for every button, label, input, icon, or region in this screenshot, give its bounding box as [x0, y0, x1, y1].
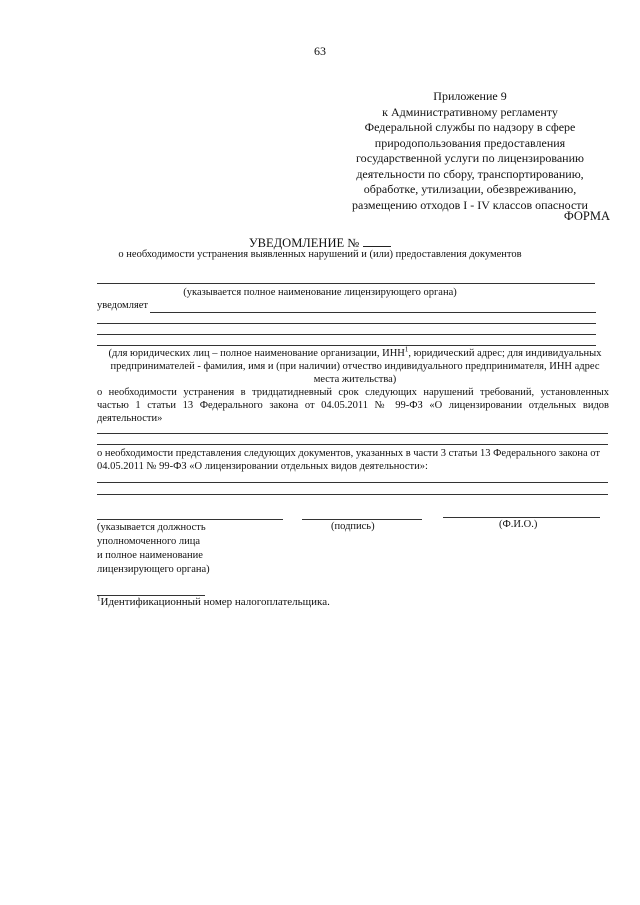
- violations-text: [97, 386, 609, 425]
- position-caption-line: уполномоченного лица: [97, 536, 201, 547]
- violations-line: частью 1 статьи 13 Федерального закона от 04.05.2011 № 99-ФЗ «О лицензировании отдельных видов: [97, 400, 609, 411]
- notifies-label: уведомляет: [97, 300, 149, 311]
- sign-caption: (подпись): [331, 521, 375, 532]
- violations-line-blank: [97, 444, 608, 445]
- appendix-line: размещению отходов I - IV классов опасности: [352, 197, 588, 212]
- name-caption: (Ф.И.О.): [499, 519, 538, 530]
- applicant-caption-line: места жительства): [313, 374, 397, 385]
- appendix-line: природопользования предоставления: [374, 135, 566, 150]
- appendix-line: к Административному регламенту: [382, 104, 558, 119]
- document-subtitle: о необходимости устранения выявленных нарушений и (или) предоставления документов: [118, 249, 522, 260]
- footnote-text: Идентификационный номер налогоплательщика.: [100, 596, 330, 608]
- footnote-mark: 1: [97, 594, 101, 603]
- applicant-caption: [97, 347, 613, 386]
- name-line: [443, 517, 600, 518]
- notice-number-blank: [363, 234, 391, 247]
- documents-line-blank: [97, 494, 608, 495]
- position-caption-line: и полное наименование: [97, 550, 203, 561]
- applicant-caption-part: (для юридических лиц – полное наименование организации, ИНН: [108, 348, 405, 359]
- documents-text: [97, 447, 613, 473]
- applicant-line: [150, 312, 596, 313]
- licensing-body-caption: (указывается полное наименование лицензирующего органа): [183, 287, 457, 298]
- position-caption-line: лицензирующего органа): [97, 564, 210, 575]
- violations-line-blank: [97, 433, 608, 434]
- appendix-line: Федеральной службы по надзору в сфере: [364, 120, 576, 134]
- appendix-line: государственной услуги по лицензированию: [356, 151, 584, 165]
- documents-line: о необходимости представления следующих документов, указанных в части 3 статьи 13 Федерального закона от: [97, 448, 600, 459]
- appendix-line: обработке, утилизации, обезвреживанию,: [363, 182, 577, 196]
- applicant-line: [97, 323, 596, 324]
- applicant-caption-part: , юридический адрес; для индивидуальных: [408, 348, 602, 359]
- appendix-line: деятельности по сбору, транспортированию,: [356, 166, 584, 181]
- appendix-line: Приложение 9: [433, 89, 507, 103]
- position-caption-line: (указывается должность: [97, 522, 206, 533]
- sign-line: [302, 519, 422, 520]
- documents-line: 04.05.2011 № 99-ФЗ «О лицензировании отдельных видов деятельности»:: [97, 461, 428, 472]
- title-text: УВЕДОМЛЕНИЕ №: [248, 236, 360, 250]
- licensing-body-line: [97, 283, 595, 284]
- violations-line: деятельности»: [97, 413, 163, 424]
- violations-line: о необходимости устранения в тридцатидневный срок следующих нарушений требований, установленных: [97, 387, 609, 398]
- applicant-line: [97, 345, 596, 346]
- footnote-mark: 1: [404, 345, 409, 354]
- form-label: ФОРМА: [563, 209, 610, 223]
- appendix-header: [330, 89, 610, 213]
- footnote: [97, 596, 330, 608]
- documents-line-blank: [97, 482, 608, 483]
- applicant-line: [97, 334, 596, 335]
- applicant-caption-line: предпринимателей - фамилия, имя и (при наличии) отчество индивидуального предпринимателя, ИНН адрес: [110, 361, 600, 372]
- position-caption: [97, 521, 210, 577]
- position-signature-line: [97, 519, 283, 520]
- page-number: 63: [314, 44, 326, 58]
